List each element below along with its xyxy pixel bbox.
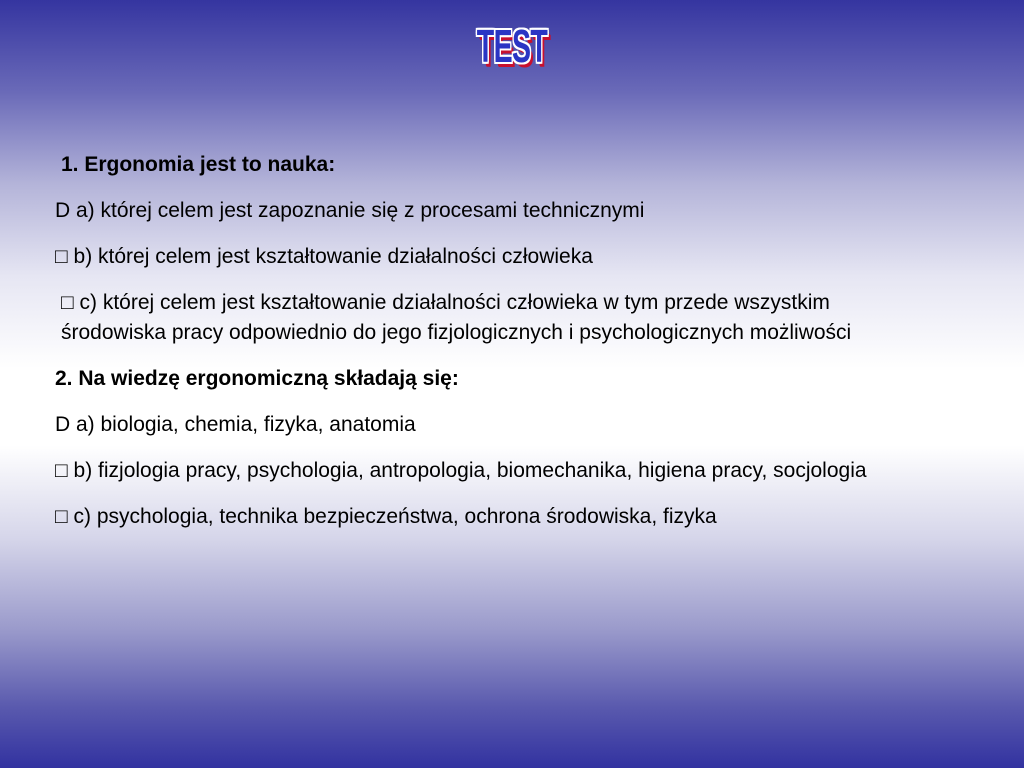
slide-title: TEST [476,20,548,72]
question-2-option-c: □ c) psychologia, technika bezpieczeństwa, ochrona środowiska, fizyka [55,505,717,528]
slide-content [55,150,955,548]
question-2-option-a: D a) biologia, chemia, fizyka, anatomia [55,413,416,436]
question-1: 1. Ergonomia jest to nauka: [61,153,336,176]
question-2-option-b: □ b) fizjologia pracy, psychologia, antropologia, biomechanika, higiena pracy, socjologia [55,459,867,482]
question-2: 2. Na wiedzę ergonomiczną składają się: [55,367,459,390]
question-1-option-b: □ b) której celem jest kształtowanie działalności człowieka [55,245,593,268]
question-1-option-c: □ c) której celem jest kształtowanie działalności człowieka w tym przede wszystkim środowiska pracy odpowiednio do jego fizjologicznych i psychologicznych możliwości [61,291,852,344]
question-1-option-a: D a) której celem jest zapoznanie się z procesami technicznymi [55,199,645,222]
